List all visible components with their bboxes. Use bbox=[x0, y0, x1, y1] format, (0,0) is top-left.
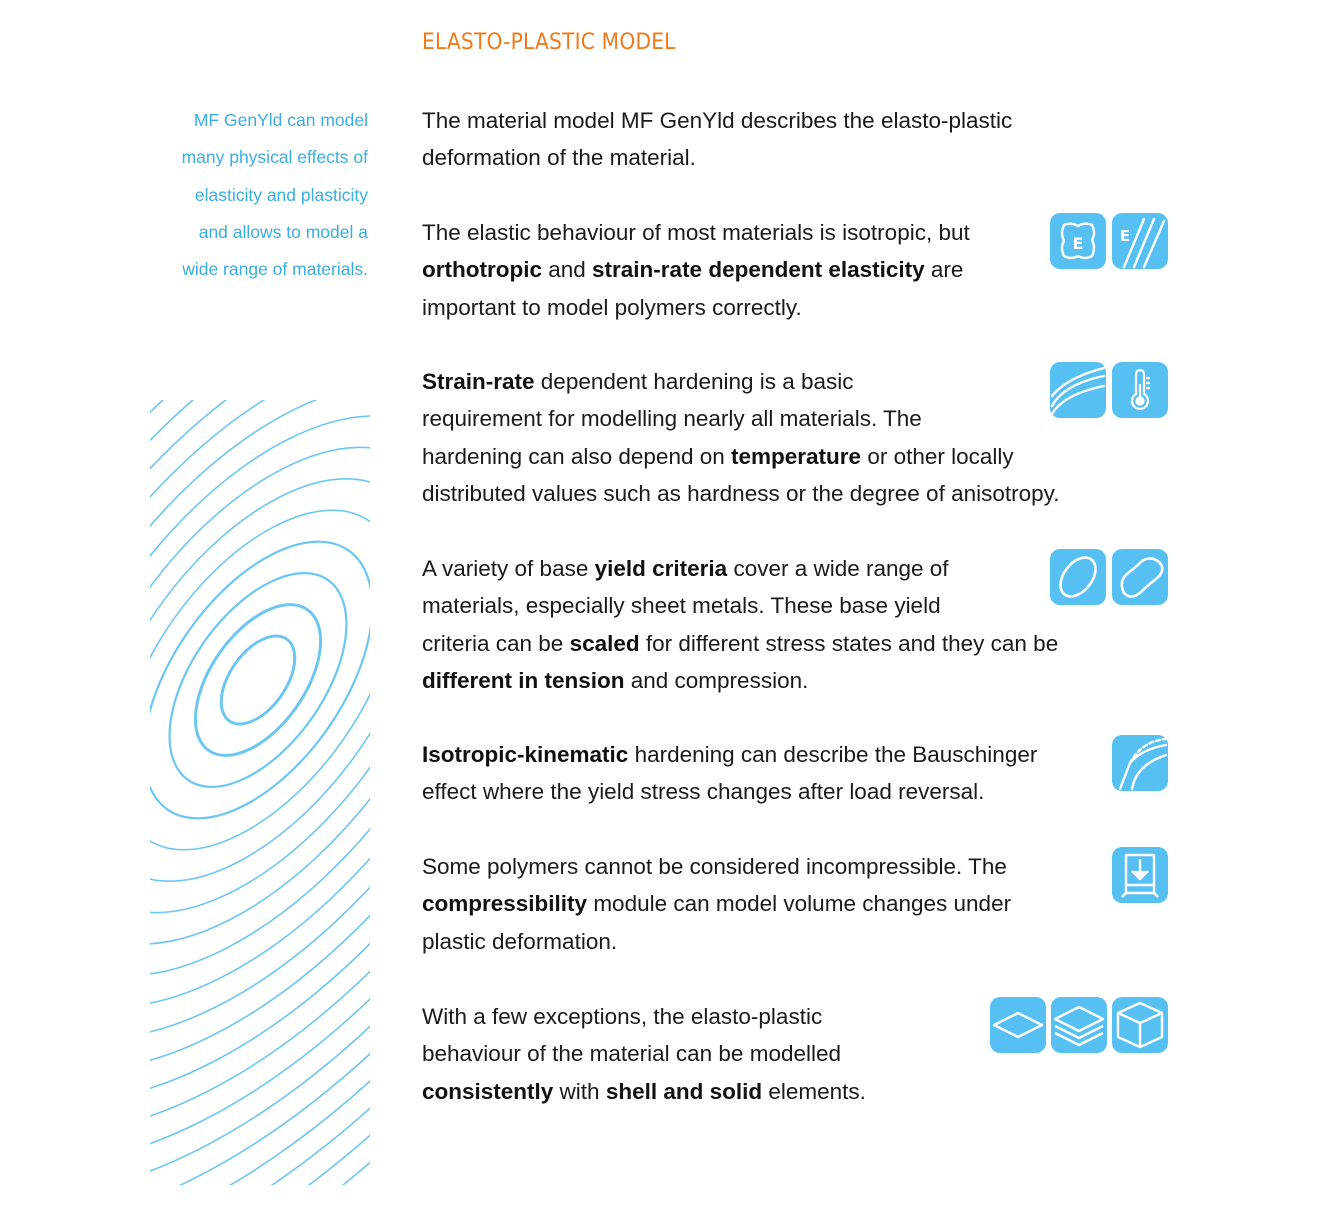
sidenote-line: wide range of materials. bbox=[182, 259, 368, 280]
svg-text:E: E bbox=[1119, 227, 1131, 245]
paragraph-compressibility: Some polymers cannot be considered incompressible. The compressibility module can model volume changes under plastic deformation. bbox=[422, 854, 1012, 954]
paragraph-elasticity: The elastic behaviour of most materials is isotropic, but orthotropic and strain-rate dependent elasticity are important to model polymers correctly. bbox=[422, 220, 970, 320]
paragraph-yield-criteria: A variety of base yield criteria cover a wide range of materials, especially sheet metals. These base yield criteria can be scaled for different stress states and they can be different in tension and compression. bbox=[422, 556, 1059, 693]
contour-line bbox=[150, 400, 370, 1060]
compressibility-icon bbox=[1112, 847, 1168, 903]
contour-line bbox=[206, 623, 309, 737]
contour-line bbox=[150, 400, 370, 1181]
orthotropic-elasticity-icon bbox=[1112, 213, 1168, 269]
asymmetric-yield-icon bbox=[1112, 549, 1168, 605]
sidenote-line: and allows to model a bbox=[198, 221, 368, 242]
contour-line bbox=[150, 400, 370, 1101]
strain-rate-icon bbox=[1050, 362, 1106, 418]
solid-icon bbox=[1112, 997, 1168, 1053]
contour-line bbox=[170, 583, 346, 778]
sidenote-line: elasticity and plasticity bbox=[194, 184, 368, 205]
temperature-icon bbox=[1112, 362, 1168, 418]
yield-criteria-icon bbox=[1050, 549, 1106, 605]
page-title: ELASTO-PLASTIC MODEL bbox=[422, 30, 676, 55]
contour-lines-illustration bbox=[150, 400, 370, 1185]
isotropic-elasticity-icon bbox=[1050, 213, 1106, 269]
paragraph-hardening: Strain-rate dependent hardening is a basic requirement for modelling nearly all materials. The hardening can also depend on temperature or other locally distributed values such as hardness or the degree of anisotropy. bbox=[422, 369, 1060, 506]
contour-line bbox=[150, 400, 370, 1020]
kinematic-hardening-icon bbox=[1112, 735, 1168, 791]
shell-icon bbox=[990, 997, 1046, 1053]
sidenote-line: MF GenYld can model bbox=[193, 110, 368, 130]
sidenote-line: many physical effects of bbox=[181, 147, 368, 168]
contour-line bbox=[150, 542, 370, 818]
paragraph-elements: With a few exceptions, the elasto-plastic behaviour of the material can be modelled consistently with shell and solid elements. bbox=[422, 1004, 866, 1104]
paragraph-kinematic: Isotropic-kinematic hardening can describe the Bauschinger effect where the yield stress changes after load reversal. bbox=[422, 742, 1038, 805]
layered-shell-icon bbox=[1051, 997, 1107, 1053]
svg-text:E: E bbox=[1072, 234, 1084, 253]
sidenote bbox=[148, 102, 368, 288]
paragraph-intro: The material model MF GenYld describes the elasto-plastic deformation of the material. bbox=[422, 108, 1013, 171]
